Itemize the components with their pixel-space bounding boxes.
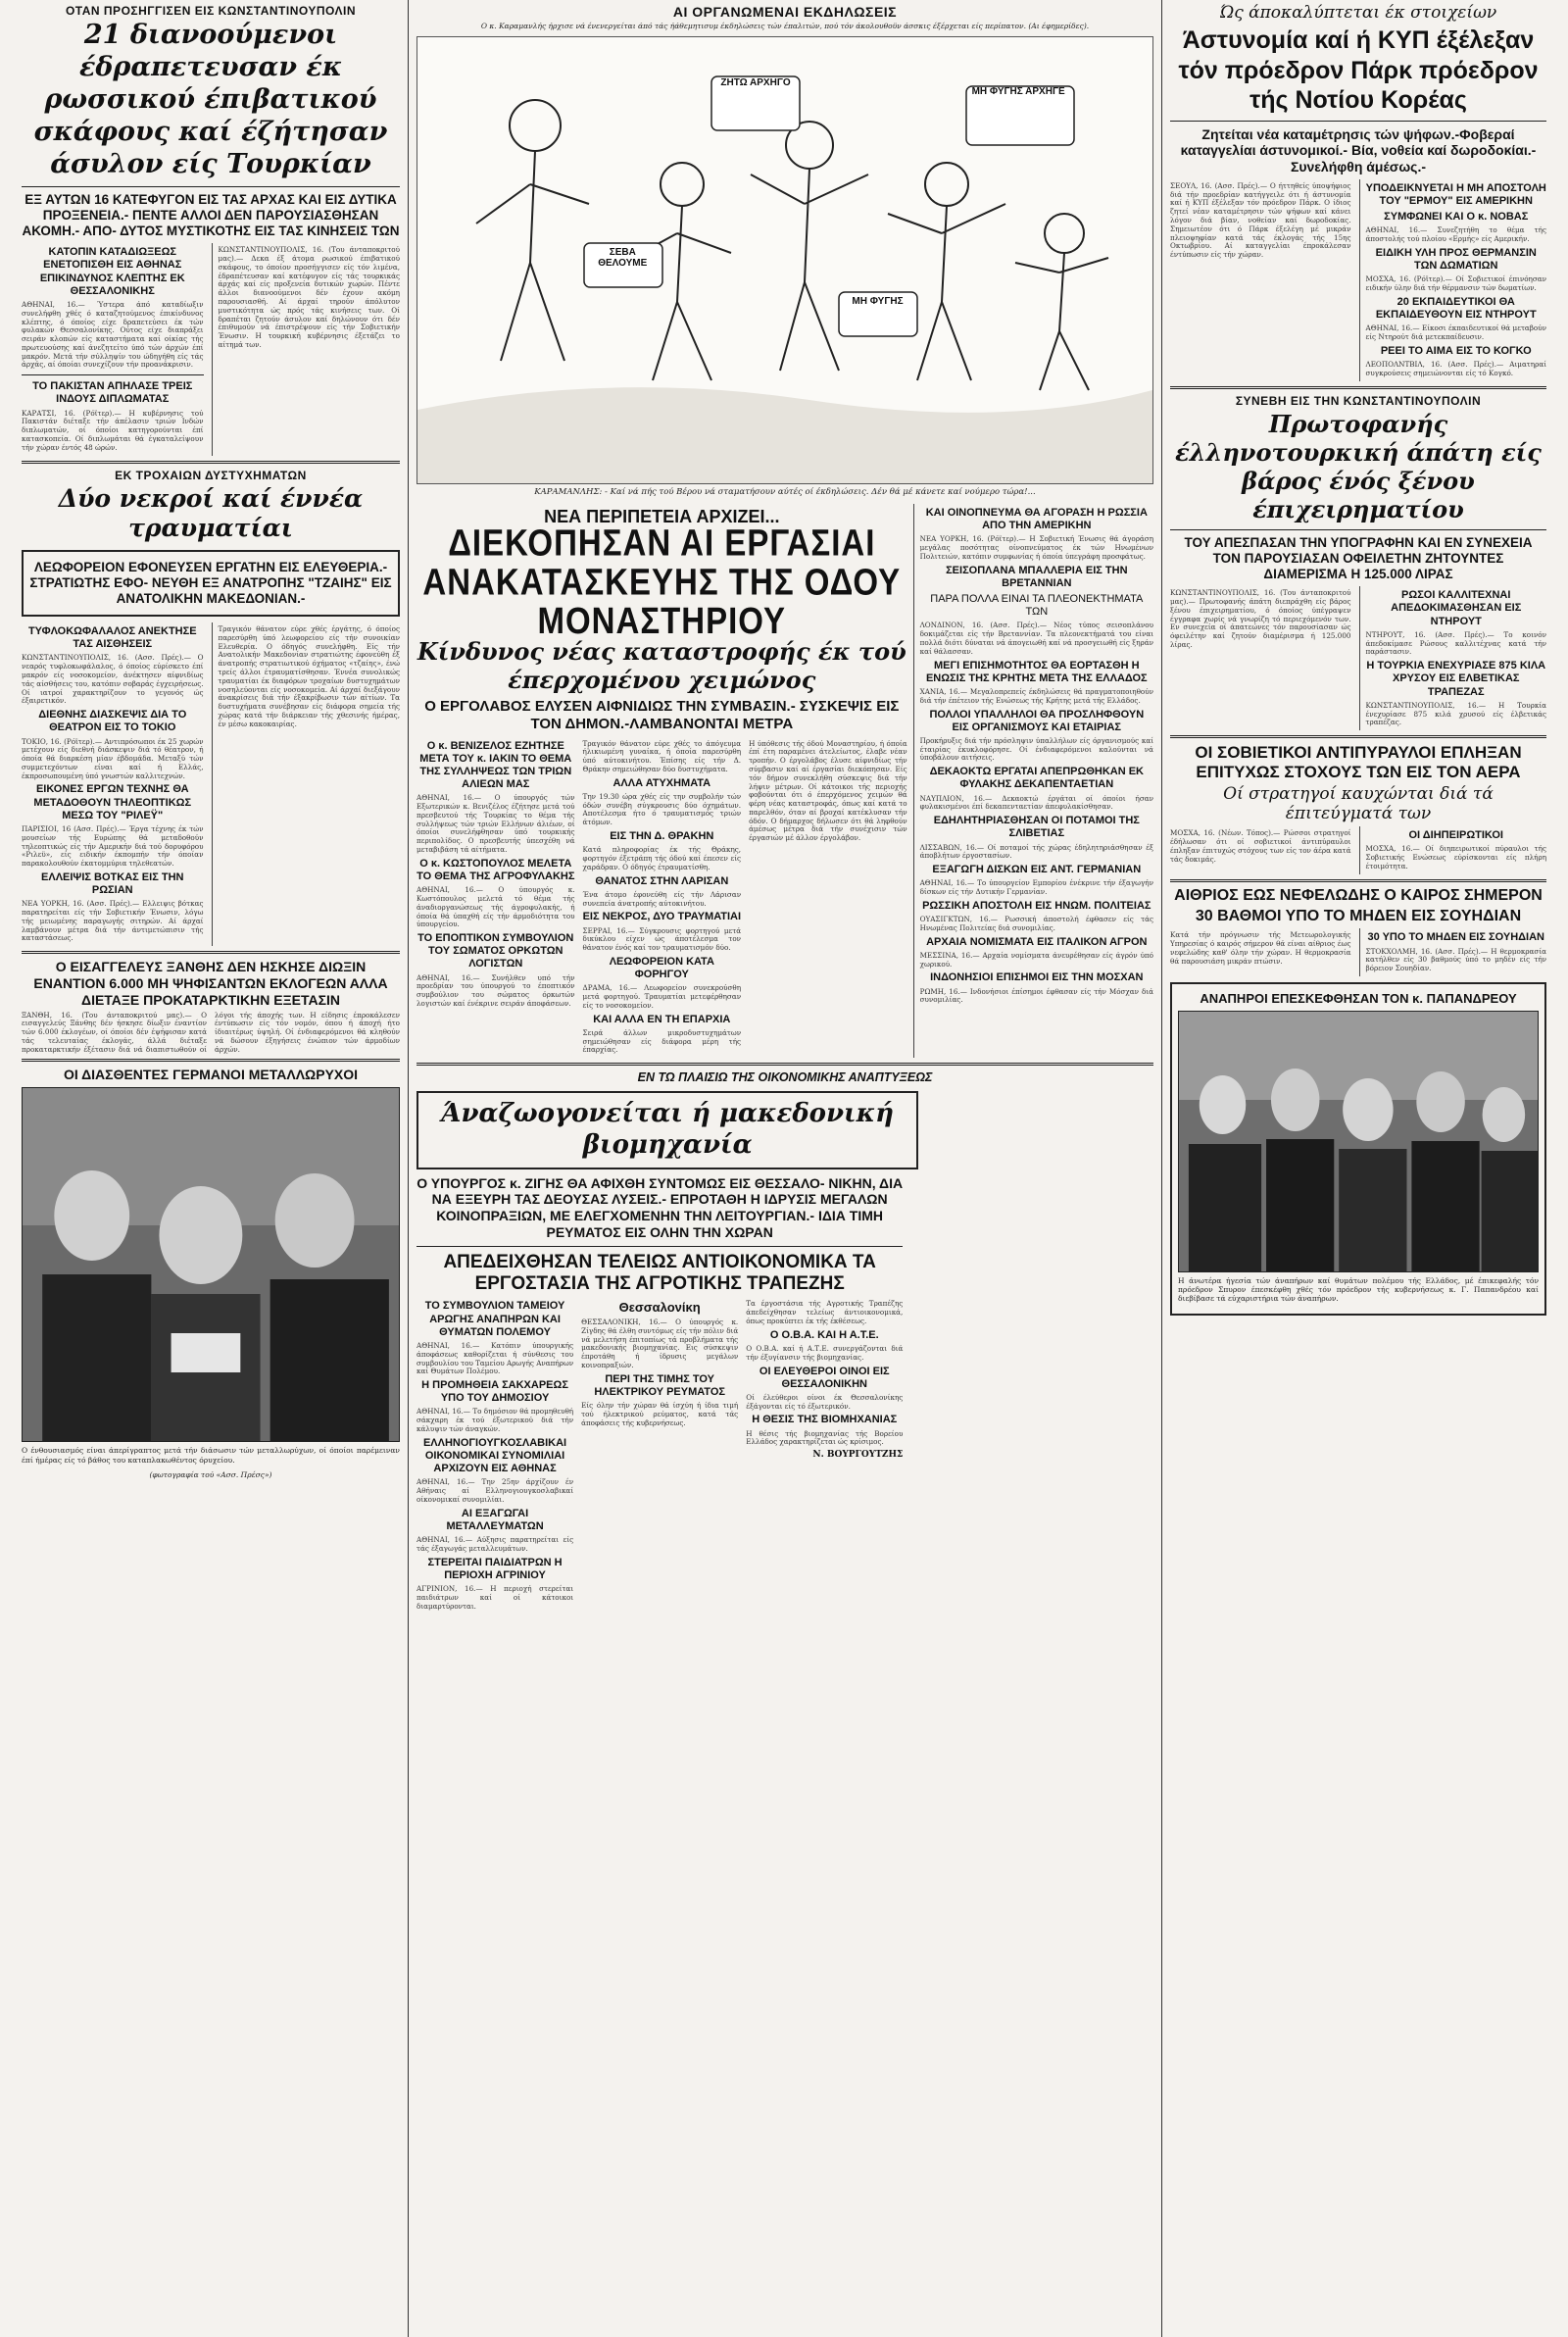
subheadline: ΠΕΡΙ ΤΗΣ ΤΙΜΗΣ ΤΟΥ ΗΛΕΚΤΡΙΚΟΥ ΡΕΥΜΑΤΟΣ — [594, 1372, 725, 1398]
article-body: ΘΕΣΣΑΛΟΝΙΚΗ, 16.— Ο ύπουργός κ. Ζίγδης θά έλθη συντόμως είς τήν πόλιν διά νά μελετήση έπιτοπίως τά προβλήματα τής μακεδονικής βιομηχανίας. Εις σύσκεψιν έπροτάθη ή ίδρυσις μεγάλων κοινοπραξιών. — [581, 1318, 739, 1369]
subheadline: ΥΠΟΔΕΙΚΝΥΕΤΑΙ Η ΜΗ ΑΠΟΣΤΟΛΗ ΤΟΥ "ΕΡΜΟΥ" ΕΙΣ ΑΜΕΡΙΚΗΝ — [1365, 181, 1546, 208]
subheadline: ΣΕΙΣΟΠΛΑΝΑ ΜΠΑΛΛΕΡΙΑ ΕΙΣ ΤΗΝ ΒΡΕΤΑΝΝΙΑΝ — [946, 564, 1128, 589]
article-body: ΑΓΡΙΝΙΟΝ, 16.— Η περιοχή στερείται παιδιάτρων καί οί κάτοικοι διαμαρτύρονται. — [416, 1584, 574, 1611]
subheadline: ΕΙΣ ΤΗΝ Δ. ΘΡΑΚΗΝ — [610, 830, 714, 843]
subheadline: ΟΙ ΔΙΗΠΕΙΡΩΤΙΚΟΙ — [1408, 829, 1503, 842]
article-body: Η θέσις τής βιομηχανίας τής Βορείου Ελλάδος χαρακτηρίζεται ώς κρίσιμος. — [746, 1428, 904, 1447]
subheadline: Η ΤΟΥΡΚΙΑ ΕΝΕΧΥΡΙΑΣΕ 875 ΚΙΛΑ ΧΡΥΣΟΥ ΕΙΣ ΕΛΒΕΤΙΚΑΣ ΤΡΑΠΕΖΑΣ — [1366, 660, 1546, 698]
middle-column — [408, 0, 1162, 2337]
article-body: ΚΩΝΣΤΑΝΤΙΝΟΥΠΟΛΙΣ, 16. (Ασσ. Πρές).— Ο νεαρός τυφλοκωφάλαλος, ό όποίος εύρίσκετο έπί μακρόν είς νοσοκομείον, άνέκτησεν αίφνιδίως τάς αίσθήσεις του, κατόπιν σοβαράς έγχειρήσεως. Οί ιατροί χαρακτηρίζουν το γεγονός ώς έξαιρετικόν. — [22, 653, 204, 706]
speech-bubble: ΣΕΒΑ ΘΕΛΟΥΜΕ — [598, 247, 648, 270]
weather-columns — [1170, 928, 1546, 976]
monastiriou-story — [416, 504, 907, 1058]
article-body: ΛΟΝΔΙΝΟΝ, 16. (Ασσ. Πρές).— Νέος τύπος σεισοπλάνου δοκιμάζεται είς τήν Βρεταννίαν. Τα πλεονεκτήματά του είναι πολλά διότι δύναται νά άπογειωθή καί νά προσγειωθή είς ξηράν καί θάλασσαν. — [919, 621, 1153, 656]
subheadline: ΕΛΛΗΝΟΓΙΟΥΓΚΟΣΛΑΒΙΚΑΙ ΟΙΚΟΝΟΜΙΚΑΙ ΣΥΝΟΜΙΛΙΑΙ ΑΡΧΙΖΟΥΝ ΕΙΣ ΑΘΗΝΑΣ — [422, 1436, 567, 1475]
subheadline: ΡΩΣΣΙΚΗ ΑΠΟΣΤΟΛΗ ΕΙΣ ΗΝΩΜ. ΠΟΛΙΤΕΙΑΣ — [922, 899, 1152, 912]
headline-soviet: ΟΙ ΣΟΒΙΕΤΙΚΟΙ ΑΝΤΙΠΥΡΑΥΛΟΙ ΕΠΛΗΞΑΝ ΕΠΙΤΥΧΩΣ ΣΤΟΧΟΥΣ ΤΩΝ ΕΙΣ ΤΟΝ ΑΕΡΑ — [1195, 743, 1522, 781]
subheadline: ΤΟ ΠΑΚΙΣΤΑΝ ΑΠΗΛΑΣΕ ΤΡΕΙΣ ΙΝΔΟΥΣ ΔΙΠΛΩΜΑΤΑΣ — [32, 380, 193, 406]
article-body: ΠΑΡΙΣΙΟΙ, 16 (Ασσ. Πρές).— Έργα τέχνης έκ τών μουσείων τής Ευρώπης θά μεταδοθούν τηλεοπτικώς είς τήν Αμερικήν διά τού δορυφόρου «Ριλεϋ», είς ειδικήν έκπομπήν τήν όποίαν παρακολουθούν έκατομμύρια τηλεθεατών. — [22, 824, 204, 869]
subheadline: ΕΔΗΛΗΤΗΡΙΑΣΘΗΣΑΝ ΟΙ ΠΟΤΑΜΟΙ ΤΗΣ ΣΛΙΒΕΤΙΑΣ — [933, 815, 1140, 840]
subheadline: ΡΩΣΟΙ ΚΑΛΛΙΤΕΧΝΑΙ ΑΠΕΔΟΚΙΜΑΣΘΗΣΑΝ ΕΙΣ ΝΤΗΡΟΥΤ — [1391, 589, 1522, 627]
article-body: ΣΕΡΡΑΙ, 16.— Σύγκρουσις φορτηγού μετά δικύκλου είχεν ώς άποτέλεσμα τον θάνατον ένός καί τον τραυματισμόν δύο. — [582, 925, 742, 953]
deck-soviet: Οί στρατηγοί καυχώνται διά τά έπιτεύγματά των — [1223, 784, 1494, 824]
article-body: ΚΩΝΣΤΑΝΤΙΝΟΥΠΟΛΙΣ, 16.— Η Τουρκία ένεχυρίασε 875 κιλά χρυσού είς έλβετικάς τραπέζας. — [1365, 700, 1546, 727]
article-body: Οί έλεύθεροι οίνοι έκ Θεσσαλονίκης έξάγονται είς τό έξωτερικόν. — [746, 1392, 904, 1411]
article-body: Ένα άτομο έφονεύθη είς τήν Λάρισαν συνεπεία άνατροπής αύτοκινήτου. — [582, 889, 742, 908]
deck-defectors: ΕΞ ΑΥΤΩΝ 16 ΚΑΤΕΦΥΓΟΝ ΕΙΣ ΤΑΣ ΑΡΧΑΣ ΚΑΙ ΕΙΣ ΔΥΤΙΚΑ ΠΡΟΞΕΝΕΙΑ.- ΠΕΝΤΕ ΑΛΛΟΙ ΔΕΝ ΠΑΡΟΥΣΙΑΣΘΗΣΑΝ ΑΚΟΜΗ.- ΑΠΟ- ΔΥΤΟΣ ΜΥΣΤΙΚΟΤΗΣ ΕΙΣ ΤΑΣ ΚΙΝΗΣΕΙΣ ΤΩΝ — [22, 191, 400, 239]
deck-fraud: ΤΟΥ ΑΠΕΣΠΑΣΑΝ ΤΗΝ ΥΠΟΓΡΑΦΗΝ ΚΑΙ ΕΝ ΣΥΝΕΧΕΙΑ ΤΟΝ ΠΑΡΟΥΣΙΑΣΑΝ ΟΦΕΙΛΕΤΗΝ ΖΗΤΟΥΝΤΕΣ ΔΙΑΜΕΡΙΣΜΑ Η 125.000 ΛΙΡΑΣ — [1184, 534, 1533, 582]
headline-accidents: Δύο νεκροί καί έννέα τραυματίαι — [58, 483, 364, 543]
article-body: ΡΩΜΗ, 16.— Ινδονήσιοι έπίσημοι έφθασαν είς τήν Μόσχαν διά συνομιλίας. — [919, 986, 1153, 1005]
kicker: ΝΕΑ ΠΕΡΙΠΕΤΕΙΑ ΑΡΧΙΖΕΙ... — [544, 507, 780, 526]
kicker: ΕΝ ΤΩ ΠΛΑΙΣΙΩ ΤΗΣ ΟΙΚΟΝΟΜΙΚΗΣ ΑΝΑΠΤΥΞΕΩΣ — [637, 1070, 933, 1085]
photo-credit: (φωτογραφία τού «Ασσ. Πρέσς») — [149, 1470, 272, 1480]
article-body: ΑΘΗΝΑΙ, 16.— Το δημόσιον θά προμηθευθή σάκχαρη έκ τού έξωτερικού διά τήν κάλυψιν τών άναγκών. — [416, 1407, 574, 1434]
subheadline: Ο κ. ΒΕΝΙΖΕΛΟΣ ΕΖΗΤΗΣΕ ΜΕΤΑ ΤΟΥ κ. ΙΑΚΙΝ ΤΟ ΘΕΜΑ ΤΗΣ ΣΥΛΛΗΨΕΩΣ ΤΩΝ ΤΡΙΩΝ ΑΛΙΕΩΝ ΜΑΣ — [419, 739, 572, 791]
subheadline: ΕΙΔΙΚΗ ΥΛΗ ΠΡΟΣ ΘΕΡΜΑΝΣΙΝ ΤΩΝ ΔΩΜΑΤΙΩΝ — [1375, 247, 1537, 273]
divider — [22, 951, 400, 954]
article-body: ΣΤΟΚΧΟΛΜΗ, 16. (Ασσ. Πρές).— Η θερμοκρασία κατήλθεν είς 30 βαθμούς ύπό το μηδέν είς τήν βόρειον Σουηδίαν. — [1365, 946, 1546, 973]
article-body: ΜΟΣΧΑ, 16. (Ρόϊτερ).— Οί Σοβιετικοί έπινόησαν ειδικήν ύλην διά τήν θέρμανσιν τών δωματίων. — [1365, 274, 1546, 293]
subheadline: ΛΕΩΦΟΡΕΙΟΝ ΚΑΤΑ ΦΟΡΗΓΟΥ — [609, 955, 714, 981]
article-body: ΑΘΗΝΑΙ, 16.— Συνήλθεν υπό τήν προεδρίαν του ύπουργού το έποπτικόν συμβούλιον του σώματος όρκωτών λογιστών καί ένέκρινε σειράν άποφάσεων. — [416, 972, 575, 1009]
subheadline: ΣΤΕΡΕΙΤΑΙ ΠΑΙΔΙΑΤΡΩΝ Η ΠΕΡΙΟΧΗ ΑΓΡΙΝΙΟΥ — [427, 1556, 563, 1581]
speech-bubble: ΖΗΤΩ ΑΡΧΗΓΟ — [720, 77, 791, 89]
article-body: ΟΥΑΣΙΓΚΤΩΝ, 16.— Ρωσσική άποστολή έφθασεν είς τάς Ηνωμένας Πολιτείας διά συνομιλίας. — [919, 915, 1153, 932]
kicker: ΑΙ ΟΡΓΑΝΩΜΕΝΑΙ ΕΚΔΗΛΩΣΕΙΣ — [672, 4, 898, 20]
divider — [22, 374, 204, 375]
article-body: ΜΕΣΣΙΝΑ, 16.— Αρχαία νομίσματα άνευρέθησαν είς άγρόν ύπό χωρικού. — [919, 950, 1153, 969]
article-accidents — [22, 622, 400, 946]
subheadline: ΑΡΧΑΙΑ ΝΟΜΙΣΜΑΤΑ ΕΙΣ ΙΤΑΛΙΚΟΝ ΑΓΡΟΝ — [926, 935, 1148, 948]
photo-miners — [22, 1087, 400, 1442]
korea-columns — [1170, 179, 1546, 381]
divider — [22, 461, 400, 464]
article-body: Την 19.30 ώρα χθές είς την συμβολήν τών όδών συνέβη σύγκρουσις δύο όχημάτων. Αποτέλεσμα ήτο ό τραυματισμός τριών άτόμων. — [582, 791, 742, 827]
subheadline: 30 ΥΠΟ ΤΟ ΜΗΔΕΝ ΕΙΣ ΣΟΥΗΔΙΑΝ — [1367, 931, 1544, 944]
divider — [1170, 386, 1546, 389]
byline: Ν. ΒΟΥΡΓΟΥΤΖΗΣ — [812, 1450, 904, 1461]
headline-prosecutor: Ο ΕΙΣΑΓΓΕΛΕΥΣ ΞΑΝΘΗΣ ΔΕΝ ΗΣΚΗΣΕ ΔΙΩΞΙΝ ΕΝΑΝΤΙΟΝ 6.000 ΜΗ ΨΗΦΙΣΑΝΤΩΝ ΕΚΛΟΓΕΩΝ ΑΛΛΑ ΔΙΕΤΑΞΕ ΠΡΟΚΑΤΑΡΚΤΙΚΗΝ ΕΞΕΤΑΣΙΝ — [33, 959, 388, 1008]
article-body: ΝΤΗΡΟΥΤ, 16. (Ασσ. Πρές).— Το κοινόν άπεδοκίμασε Ρώσους καλλιτέχνας κατά τήν παράστασιν. — [1365, 629, 1546, 657]
monastiriou-columns — [416, 737, 907, 1059]
article-body: ΑΘΗΝΑΙ, 16.— Το ύπουργείον Εμπορίου ένέκρινε τήν έξαγωγήν δίσκων είς τήν Δυτικήν Γερμανίαν. — [919, 878, 1153, 897]
headline-industry: Άναζωογονείται ή μακεδονική βιομηχανία — [441, 1099, 895, 1160]
article-body: ΑΘΗΝΑΙ, 16.— Αύξησις παρατηρείται είς τάς έξαγωγάς μεταλλευμάτων. — [416, 1535, 574, 1553]
article-body: ΣΕΟΥΛ, 16. (Ασσ. Πρές).— Ο ήττηθείς ύποψήφιος διά τήν προεδρίαν κατήγγειλε ότι ή άστυνομία καί ή ΚΥΠ έξέλεξαν τόν πρόεδρον Πάρκ. Ο ίδιος ζητεί νέαν καταμέτρησιν τών ψήφων καί κάνει λόγον διά βίαν, νοθείαν καί δωροδοκίας. Σημειωτέον ότι ό Πάρκ έξελέγη μέ μικράν πλειοψηφίαν κατά τάς έκλογάς τής 15ης Οκτωβρίου. Αί καταγγελίαι έπροκάλεσαν έντύπωσιν είς τήν χώραν. — [1170, 180, 1351, 260]
article-body: ΛΙΣΣΑΒΩΝ, 16.— Οί ποταμοί τής χώρας έδηλητηριάσθησαν έξ άποβλήτων έργοστασίων. — [919, 842, 1153, 861]
subheadline: ΟΙ ΕΛΕΥΘΕΡΟΙ ΟΙΝΟΙ ΕΙΣ ΘΕΣΣΑΛΟΝΙΚΗΝ — [759, 1365, 890, 1390]
right-column — [1162, 0, 1554, 2337]
deck-industry: Ο ΥΠΟΥΡΓΟΣ κ. ΖΙΓΗΣ ΘΑ ΑΦΙΧΘΗ ΣΥΝΤΟΜΩΣ ΕΙΣ ΘΕΣΣΑΛΟ- ΝΙΚΗΝ, ΔΙΑ ΝΑ ΕΞΕΥΡΗ ΤΑΣ ΔΕΟΥΣΑΣ ΛΥΣΕΙΣ.- ΕΠΡΟΤΑΘΗ Η ΙΔΡΥΣΙΣ ΜΕΓΑΛΩΝ ΚΟΙΝΟΠΡΑΞΙΩΝ, ΜΕ ΕΛΕΓΧΟΜΕΝΗΝ ΤΗΝ ΛΕΙΤΟΥΡΓΙΑΝ.- ΙΔΙΑ ΤΙΜΗ ΡΕΥΜΑΤΟΣ ΕΙΣ ΟΛΗΝ ΤΗΝ ΧΩΡΑΝ — [416, 1174, 904, 1240]
article-body: Τα έργοστάσια τής Αγροτικής Τραπέζης άπεδείχθησαν τελείως άντιοικονομικά, όπως προκύπτει έκ τής έκθέσεως. — [746, 1299, 904, 1325]
article-defectors — [22, 243, 400, 455]
divider — [416, 1246, 903, 1247]
mid-right-briefs — [913, 504, 1153, 1058]
kicker: Ώς άποκαλύπτεται έκ στοιχείων — [1219, 3, 1497, 23]
article-body: ΔΡΑΜΑ, 16.— Λεωφορείον συνεκρούσθη μετά φορτηγού. Τραυματίαι μετεφέρθησαν είς το νοσοκομείον. — [582, 983, 742, 1010]
article-body: ΝΑΥΠΛΙΟΝ, 16.— Δεκαοκτώ έργάται οί όποίοι ήσαν φυλακισμένοι έπί δεκαπενταετίαν άπεφυλακίσθησαν. — [919, 793, 1153, 812]
photo-image — [1179, 1012, 1538, 1271]
subheadline: ΑΛΛΑ ΑΤΥΧΗΜΑΤΑ — [612, 776, 711, 789]
photo-invalids — [1178, 1011, 1539, 1272]
article-body: ΑΘΗΝΑΙ, 16.— Την 25ην άρχίζουν έν Αθήναις αί Ελληνογιουγκοσλαβικαί οίκονομικαί συνομιλίαι. — [416, 1477, 574, 1504]
article-body: ΑΘΗΝΑΙ, 16.— Είκοσι έκπαιδευτικοί θά μεταβούν είς Ντηρούτ διά μετεκπαίδευσιν. — [1365, 323, 1546, 342]
deck-accidents: ΛΕΩΦΟΡΕΙΟΝ ΕΦΟΝΕΥΣΕΝ ΕΡΓΑΤΗΝ ΕΙΣ ΕΛΕΥΘΕΡΙΑ.- ΣΤΡΑΤΙΩΤΗΣ ΕΦΟ- ΝΕΥΘΗ ΕΞ ΑΝΑΤΡΟΠΗΣ "ΤΖΑΙΗΣ" ΕΙΣ ΑΝΑΤΟΛΙΚΗΝ ΜΑΚΕΔΟΝΙΑΝ.- — [29, 559, 392, 606]
article-body: Κατά πληροφορίας έκ τής Θράκης, φορτηγόν έξετράπη τής όδού καί έπεσεν είς χαράδραν. Ο όδηγός έτραυματίσθη. — [582, 845, 742, 871]
soviet-columns — [1170, 826, 1546, 874]
subheadline: ΤΥΦΛΟΚΩΦΑΛΑΛΟΣ ΑΝΕΚΤΗΣΕ ΤΑΣ ΑΙΣΘΗΣΕΙΣ — [27, 625, 197, 651]
boxed-deck — [22, 550, 400, 618]
article-body: ΛΕΟΠΟΛΝΤΒΙΛ, 16. (Ασσ. Πρές).— Αιματηραί συγκρούσεις σημειώνονται είς τό Κογκό. — [1365, 360, 1546, 377]
article-body: ΚΩΝΣΤΑΝΤΙΝΟΥΠΟΛΙΣ, 16. (Του άνταποκριτού μας).— Πρωτοφανής άπάτη διεπράχθη είς βάρος ξένου έπιχειρηματίου, ό όποίος ύπέγραψεν έγγραφα χωρίς νά γνωρίζη τό περιεχόμενόν των. Εν συνεχεία οί άπατεώνες τόν παρουσίασαν ώς όφειλέτην καί ζητούν διαμέρισμα ή 125.000 λίρας. — [1170, 588, 1351, 649]
article-body: ΝΕΑ ΥΟΡΚΗ, 16. (Ασσ. Πρές).— Ελλειψις βότκας παρατηρείται είς τήν Σοβιετικήν Ένωσιν, λόγω τής μειωμένης παραγωγής σιτηρών. Αί άρχαί λαμβάνουν μέτρα διά τήν άντιμετώπισιν τής καταστάσεως. — [22, 899, 204, 943]
divider — [416, 1063, 1153, 1066]
article-body: Τραγικόν θάνατον εύρε χθές το άπόγευμα ήλικιωμένη γυναίκα, ή όποία παρεσύρθη ύπό αύτοκινήτου. Έπίσης είς τήν Δ. Θράκην σημειώθησαν δύο δυστυχήματα. — [582, 738, 742, 773]
subheadline: ΚΑΙ ΟΙΝΟΠΝΕΥΜΑ ΘΑ ΑΓΟΡΑΣΗ Η ΡΩΣΣΙΑ ΑΠΟ ΤΗΝ ΑΜΕΡΙΚΗΝ — [925, 507, 1148, 532]
headline-weather: ΑΙΘΡΙΟΣ ΕΩΣ ΝΕΦΕΛΩΔΗΣ Ο ΚΑΙΡΟΣ ΣΗΜΕΡΟΝ — [1174, 886, 1543, 904]
article-body: ΤΟΚΙΟ, 16. (Ρόϊτερ).— Αντιπρόσωποι έκ 25 χωρών μετέχουν είς διεθνή διάσκεψιν διά τό θέατρον, ή όποία θά διαρκέση μίαν έβδομάδα. Μεταξύ τών συμμετεχόντων είναι καί ή Ελλάς, έκπροσωπουμένη ύπό γνωστών καλλιτεχνών. — [22, 736, 204, 780]
subheadline: ΘΑΝΑΤΟΣ ΣΤΗΝ ΛΑΡΙΣΑΝ — [595, 874, 729, 887]
subheadline: Ο κ. ΚΩΣΤΟΠΟΥΛΟΣ ΜΕΛΕΤΑ ΤΟ ΘΕΜΑ ΤΗΣ ΑΓΡΟΦΥΛΑΚΗΣ — [416, 857, 575, 883]
subheadline: ΚΑΤΟΠΙΝ ΚΑΤΑΔΙΩΞΕΩΣ ΕΝΕΤΟΠΙΣΘΗ ΕΙΣ ΑΘΗΝΑΣ ΕΠΙΚΙΝΔΥΝΟΣ ΚΛΕΠΤΗΣ ΕΚ ΘΕΣΣΑΛΟΝΙΚΗΣ — [39, 246, 185, 297]
article-body: ΜΟΣΧΑ, 16. (Νέων. Τόπος).— Ρώσσοι στρατηγοί έδήλωσαν ότι οί σοβιετικοί άντιπύραυλοι έπληξαν έπιτυχώς στόχους των είς τον άέρα κατά τάς δοκιμάς. — [1170, 828, 1351, 864]
headline-miners: ΟΙ ΔΙΑΣΘΕΝΤΕΣ ΓΕΡΜΑΝΟΙ ΜΕΤΑΛΛΩΡΥΧΟΙ — [63, 1067, 359, 1083]
divider — [1170, 121, 1546, 122]
subheadline: Η ΘΕΣΙΣ ΤΗΣ ΒΙΟΜΗΧΑΝΙΑΣ — [752, 1414, 898, 1426]
article-body: ΑΘΗΝΑΙ, 16.— Ο ύπουργός κ. Κωστόπουλος μελετά τό θέμα τής άναδιοργανώσεως τής άγροφυλακής, ή όποία θά ύπαχθή είς τήν άρμοδιότητα του ύπουργείου. — [416, 885, 575, 929]
divider — [1170, 529, 1546, 530]
article-body: Προκήρυξις διά τήν πρόσληψιν ύπαλλήλων είς όργανισμούς καί έταιρίας έκυκλοφόρησε. Οί ένδιαφερόμενοι καλούνται νά ύποβάλουν αιτήσεις. — [919, 735, 1153, 763]
subheadline: ΤΟ ΕΠΟΠΤΙΚΟΝ ΣΥΜΒΟΥΛΙΟΝ ΤΟΥ ΣΩΜΑΤΟΣ ΟΡΚΩΤΩΝ ΛΟΓΙΣΤΩΝ — [417, 932, 574, 970]
kicker: ΟΤΑΝ ΠΡΟΣΗΓΓΙΣΕΝ ΕΙΣ ΚΩΝΣΤΑΝΤΙΝΟΥΠΟΛΙΝ — [65, 4, 357, 18]
photo-caption: Ο ένθουσιασμός είναι άπερίγραπτος μετά τήν διάσωσιν τών μεταλλωρύχων, οί όποίοι παρέμειναν έπί ήμέρας είς τό βάθος του καταπλακωθέντος όρυχείου. — [22, 1446, 400, 1465]
article-body: ΞΑΝΘΗ, 16. (Του άνταποκριτού μας).— Ο εισαγγελεύς Ξάνθης δέν ήσκησε δίωξιν έναντίον τών 6.000 έκλογέων, οί όποίοι δέν έψήφισαν κατά τάς τελευταίας έκλογάς, άλλά διέταξε προκαταρκτικήν έξέτασιν διά νά διαπιστωθούν οί λόγοι τής άποχής των. Η είδησις έπροκάλεσεν έντύπωσιν είς τόν νομόν, όπου ή άποχή ήτο ίδιαιτέρως ύψηλή. Οί ένδιαφερόμενοι θά κληθούν νά δώσουν έξηγήσεις ένώπιον τών άρμοδίων άρχών. — [22, 1010, 400, 1054]
article-body: ΚΑΡΑΤΣΙ, 16. (Ρόϊτερ).— Η κυβέρνησις τού Πακιστάν διέταξε τήν άπέλασιν τριών Ινδών διπλωματών, οί όποίοι κατηγορούνται έπί κατασκοπεία. Οί διπλωμάται θά έγκαταλείψουν τήν χώραν έντός 48 ώρών. — [22, 408, 204, 452]
subheadline: ΤΟ ΣΥΜΒΟΥΛΙΟΝ ΤΑΜΕΙΟΥ ΑΡΩΓΗΣ ΑΝΑΠΗΡΩΝ ΚΑΙ ΘΥΜΑΤΩΝ ΠΟΛΕΜΟΥ — [424, 1300, 565, 1338]
speech-bubble: ΜΗ ΦΥΓΗΣ — [852, 296, 904, 308]
subheadline: Η ΠΡΟΜΗΘΕΙΑ ΣΑΚΧΑΡΕΩΣ ΥΠΟ ΤΟΥ ΔΗΜΟΣΙΟΥ — [421, 1379, 568, 1405]
subheadline: ΔΙΕΘΝΗΣ ΔΙΑΣΚΕΨΙΣ ΔΙΑ ΤΟ ΘΕΑΤΡΟΝ ΕΙΣ ΤΟ ΤΟΚΙΟ — [38, 709, 187, 734]
headline-defectors: 21 διανοούμενοι έδραπετευσαν έκ ρωσσικού έπιβατικού σκάφους καί έζήτησαν άσυλον είς Τουρκίαν — [33, 20, 388, 179]
divider — [22, 1059, 400, 1062]
political-cartoon — [416, 36, 1153, 484]
headline-sweden: 30 ΒΑΘΜΟΙ ΥΠΟ ΤΟ ΜΗΔΕΝ ΕΙΣ ΣΟΥΗΔΙΑΝ — [1195, 908, 1522, 925]
subheadline: ΔΕΚΑΟΚΤΩ ΕΡΓΑΤΑΙ ΑΠΕΠΡΩΘΗΚΑΝ ΕΚ ΦΥΛΑΚΗΣ ΔΕΚΑΠΕΝΤΑΕΤΙΑΝ — [929, 766, 1144, 791]
headline-fraud: Πρωτοφανής έλληνοτουρκική άπάτη είς βάρος ένός ξένου έπιχειρηματίου — [1175, 409, 1542, 524]
article-body: ΧΑΝΙΑ, 16.— Μεγαλοπρεπείς έκδηλώσεις θά πραγματοποιηθούν διά τήν έπέτειον τής Ενώσεως τής Κρήτης μετά τής Ελλάδος. — [919, 686, 1153, 705]
boxed-photo — [1170, 982, 1546, 1316]
article-body: ΑΘΗΝΑΙ, 16.— Ύστερα άπό καταδίωξιν συνελήφθη χθές ό καταζητούμενος έπικίνδυνος κλέπτης, ό όποίος είχε δραπετεύσει έκ τών φυλακών Θεσσαλονίκης. Ούτος είχε διαπράξει σειράν κλοπών είς καταστήματα καί οίκίας τής πρωτευούσης καί άνεζητείτο ύπό τών άρχών έπί μακρόν. Μετά τήν σύλληψίν του ώδηγήθη είς τάς άρχάς, αί όποίαι συνεχίζουν τήν προανάκρισιν. — [22, 300, 204, 370]
cartoon-intro: Ο κ. Καραμανλής ήρχισε νά ένενεργείται άπό τάς ήάθεμητισυμ έκδηλώσεις τών έπαλιτών, πού τόν άκολουθοϋν άσσκις έξέρχεται είς περίπατον. (Αι έφημερίδες). — [480, 22, 1090, 30]
cartoon-caption: ΚΑΡΑΜΑΝΛΗΣ: - Καί νά πής τού Βέρου νά σταματήσουν αύτές οί έκδηλώσεις. Δέν θά μέ κάνετε καί νούμερο τώρα!... — [534, 487, 1036, 498]
divider — [22, 186, 400, 187]
fraud-columns — [1170, 586, 1546, 730]
subheadline-italic: Κίνδυνος νέας καταστροφής έκ τού έπερχομένου χειμώνος — [416, 636, 906, 694]
article-body: Σειρά άλλων μικροδυστυχημάτων σημειώθησαν είς διάφορα μέρη τής έπαρχίας. — [582, 1027, 742, 1055]
article-body: Ο Ο.Β.Α. καί ή Α.Τ.Ε. συνεργάζονται διά τήν έξυγίανσιν τής βιομηχανίας. — [746, 1343, 904, 1362]
article-body: ΝΕΑ ΥΟΡΚΗ, 16. (Ρόϊτερ).— Η Σοβιετική Ένωσις θά άγοράση μεγάλας ποσότητας οίνοπνεύματος έκ τών Ηνωμένων Πολιτειών, κατόπιν συμφωνίας ή όποία ύπεγράφη προσφάτως. — [919, 534, 1153, 561]
subheadline: ΕΙΚΟΝΕΣ ΕΡΓΩΝ ΤΕΧΝΗΣ ΘΑ ΜΕΤΑΔΟΘΟΥΝ ΤΗΛΕΟΠΤΙΚΩΣ ΜΕΣΩ ΤΟΥ "ΡΙΛΕΫ" — [33, 783, 192, 821]
deck-korea: Ζητείται νέα καταμέτρησις τών ψήφων.-Φοβεραί καταγγελίαι άστυνομικοί.- Βία, νοθεία καί δωροδοκίαι.-Συνελήφθη άμέσως.- — [1180, 125, 1537, 175]
subheadline: ΡΕΕΙ ΤΟ ΑΙΜΑ ΕΙΣ ΤΟ ΚΟΓΚΟ — [1380, 344, 1532, 357]
subheadline: ΙΝΔΟΝΗΣΙΟΙ ΕΠΙΣΗΜΟΙ ΕΙΣ ΤΗΝ ΜΟΣΧΑΝ — [930, 971, 1144, 984]
article-body: ΑΘΗΝΑΙ, 16.— Κατόπιν ύπουργικής άποφάσεως καθορίζεται ή σύνθεσις του συμβουλίου του Ταμείου Αρωγής Αναπήρων καί Θυμάτων Πολέμου. — [416, 1340, 574, 1376]
subheadline: ΕΙΣ ΝΕΚΡΟΣ, ΔΥΟ ΤΡΑΥΜΑΤΙΑΙ — [582, 911, 741, 923]
cartoon-drawing — [417, 37, 1152, 483]
headline-agro-bank: ΑΠΕΔΕΙΧΘΗΣΑΝ ΤΕΛΕΙΩΣ ΑΝΤΙΟΙΚΟΝΟΜΙΚΑ ΤΑ ΕΡΓΟΣΤΑΣΙΑ ΤΗΣ ΑΓΡΟΤΙΚΗΣ ΤΡΑΠΕΖΗΣ — [443, 1251, 876, 1294]
photo-headline: ΑΝΑΠΗΡΟΙ ΕΠΕΣΚΕΦΘΗΣΑΝ ΤΟΝ κ. ΠΑΠΑΝΔΡΕΟΥ — [1200, 991, 1517, 1007]
subheadline: ΑΙ ΕΞΑΓΩΓΑΙ ΜΕΤΑΛΛΕΥΜΑΤΩΝ — [446, 1507, 544, 1532]
headline-korea: Άστυνομία καί ή ΚΥΠ έξέλεξαν τόν πρόεδρον Πάρκ πρόεδρον τής Νοτίου Κορέας — [1178, 26, 1539, 114]
boxed-industry — [416, 1091, 918, 1168]
subheadline: 20 ΕΚΠΑΙΔΕΥΤΙΚΟΙ ΘΑ ΕΚΠΑΙΔΕΥΘΟΥΝ ΕΙΣ ΝΤΗΡΟΥΤ — [1375, 295, 1537, 322]
subheadline: ΜΕΓΙ ΕΠΙΣΗΜΟΤΗΤΟΣ ΘΑ ΕΟΡΤΑΣΘΗ Η ΕΝΩΣΙΣ ΤΗΣ ΚΡΗΤΗΣ ΜΕΤΑ ΤΗΣ ΕΛΛΑΔΟΣ — [925, 659, 1148, 684]
kicker: ΕΚ ΤΡΟΧΑΙΩΝ ΔΥΣΤΥΧΗΜΑΤΩΝ — [115, 468, 307, 482]
deck-monastiriou: Ο ΕΡΓΟΛΑΒΟΣ ΕΛΥΣΕΝ ΑΙΦΝΙΔΙΩΣ ΤΗΝ ΣΥΜΒΑΣΙΝ.- ΣΥΣΚΕΨΙΣ ΕΙΣ ΤΟΝ ΔΗΜΟΝ.-ΛΑΜΒΑΝΟΝΤΑΙ ΜΕΤΡΑ — [424, 697, 900, 732]
divider — [1170, 879, 1546, 882]
subheadline: Ο Ο.Β.Α. ΚΑΙ Η Α.Τ.Ε. — [769, 1328, 879, 1341]
subheadline: Θεσσαλονίκη — [618, 1300, 701, 1316]
subheadline: ΠΟΛΛΟΙ ΥΠΑΛΛΗΛΟΙ ΘΑ ΠΡΟΣΛΗΦΘΟΥΝ ΕΙΣ ΟΡΓΑΝΙΣΜΟΥΣ ΚΑΙ ΕΤΑΙΡΙΑΣ — [929, 708, 1145, 733]
subheadline: ΣΥΜΦΩΝΕΙ ΚΑΙ Ο κ. ΝΟΒΑΣ — [1384, 211, 1529, 224]
subheadline: ΠΑΡΑ ΠΟΛΛΑ ΕΙΝΑΙ ΤΑ ΠΛΕΟΝΕΚΤΗΜΑΤΑ ΤΩΝ — [930, 593, 1144, 619]
subheadline: ΕΛΛΕΙΨΙΣ ΒΟΤΚΑΣ ΕΙΣ ΤΗΝ ΡΩΣΙΑΝ — [41, 870, 184, 897]
article-body: ΑΘΗΝΑΙ, 16.— Συνεζητήθη το θέμα τής άποστολής τού πλοίου «Ερμής» είς Αμερικήν. — [1365, 225, 1546, 244]
left-column — [14, 0, 408, 2337]
subheadline: ΚΑΙ ΑΛΛΑ ΕΝ ΤΗ ΕΠΑΡΧΙΑ — [593, 1013, 731, 1025]
article-body: Κατά τήν πρόγνωσιν τής Μετεωρολογικής Υπηρεσίας ό καιρός σήμερον θά είναι αίθριος έως νεφελώδης καθ' όλην τήν χώραν. Η θερμοκρασία θά παρουσιάση μικράν πτώσιν. — [1170, 930, 1351, 966]
article-body: Η ύπόθεσις τής όδού Μοναστηρίου, ή όποία έπί έτη παραμένει άτελείωτος, έλαβε νέαν τροπήν. Ο έργολάβος έλυσε αίφνιδίως τήν σύμβασιν καί αί έργασίαι διεκόπησαν. Είς τόν δήμον συνεκλήθη σύσκεψις διά τήν λήψιν μέτρων. Οί κάτοικοι τής περιοχής φοβούνται ότι ό έπερχόμενος χειμών θά φέρη νέας καταστροφάς, όπως καί κατά το παρελθόν, όταν αί βροχαί κατέκλυσαν τήν όδόν. Ο δήμαρχος δήλωσεν ότι θά ληφθούν άμέσως μέτρα διά τήν συνέχισιν τών έργασιών μέ άλλον έργολάβον. — [749, 738, 907, 843]
speech-bubble: ΜΗ ΦΥΓΗΣ ΑΡΧΗΓΕ — [971, 86, 1065, 98]
article-body: ΚΩΝΣΤΑΝΤΙΝΟΥΠΟΛΙΣ, 16. (Του άνταποκριτού μας).— Δεκα έξ άτομα ρωσικού έπιβατικού σκάφους, το όποίον προσήγγισεν είς τόν λιμένα, έδραπέτευσαν καί κατέφυγον είς τάς τουρκικάς άρχάς καί είς προξενεία δυτικών χωρών. Πέντε άλλοι διανοούμενοι δέν έχουν ακόμη παρουσιασθή. Αί άρχαί τηρούν άπόλυτον μυστικότητα ώς πρός τάς κινήσεις των. Οί δραπέται ζητούν άσυλον καί δηλώνουν ότι δέν έπιθυμούν νά έπιστρέψουν είς τήν Σοβιετικήν Ένωσιν. Η τουρκική κυβέρνησις έξετάζει το αίτημά των. — [218, 245, 400, 349]
headline-monastiriou: ΔΙΕΚΟΠΗΣΑΝ ΑΙ ΕΡΓΑΣΙΑΙ ΑΝΑΚΑΤΑΣΚΕΥΗΣ ΤΗΣ ΟΔΟΥ ΜΟΝΑΣΤΗΡΙΟΥ — [422, 521, 902, 641]
divider — [1170, 735, 1546, 738]
subheadline: ΕΞΑΓΩΓΗ ΔΙΣΚΩΝ ΕΙΣ ΑΝΤ. ΓΕΡΜΑΝΙΑΝ — [932, 864, 1142, 876]
article-body: Τραγικόν θάνατον εύρε χθές έργάτης, ό όποίος παρεσύρθη ύπό λεωφορείου είς τήν συνοικίαν Ελευθερία. Ο όδηγός συνελήφθη. Είς τήν Ανατολικήν Μακεδονίαν στρατιώτης έφονεύθη έξ άνατροπής στρατιωτικού όχήματος «τζαίης», ένώ τρείς άλλοι έτραυματίσθησαν. Έννέα συνολικώς τραυματίαι έκ διαφόρων τροχαίων δυστυχημάτων νοσηλεύονται είς νοσοκομεία. Αί άρχαί διεξάγουν άνακρίσεις διά τήν έξακρίβωσιν τών αίτίων. Τα δυστυχήματα συνέβησαν είς διάφορα σημεία τής χώρας κατά τήν διάρκειαν τής χθεσινής ήμέρας, έν μέσω κακοκαιρίας. — [218, 624, 400, 728]
mid-main-area — [416, 504, 1153, 1058]
photo-caption: Η άνωτέρα ήγεσία τών άναπήρων καί θυμάτων πολέμου τής Ελλάδος, μέ έπικεφαλής τόν πρόεδρον Σπυρον έπεσκέφθη χθές τόν πρόεδρον τής κυβερνήσεως κ. Γ. Παπανδρέου καί διεβίβασε τά εύχαριστήρια τών άναπήρων. — [1178, 1275, 1539, 1304]
kicker: ΣΥΝΕΒΗ ΕΙΣ ΤΗΝ ΚΩΝΣΤΑΝΤΙΝΟΥΠΟΛΙΝ — [1235, 393, 1482, 408]
article-body: Είς όλην τήν χώραν θά ίσχύη ή ίδια τιμή τού ήλεκτρικού ρεύματος, κατά τάς άποφάσεις τής κυβερνήσεως. — [581, 1401, 739, 1427]
photo-image — [23, 1088, 399, 1441]
article-body: ΑΘΗΝΑΙ, 16.— Ο ύπουργός τών Εξωτερικών κ. Βενιζέλος έζήτησε μετά τού πρεσβευτού τής Τουρκίας το θέμα τής συλλήψεως τών τριών Ελλήνων άλιέων, οί όποίοι συνελήφθησαν ύπό τουρκικής περιπολίδος. Ο πρεσβευτής ύπεσχέθη νά μεταβιβάση τά αίτήματα. — [416, 793, 575, 855]
article-body: ΜΟΣΧΑ, 16.— Οί διηπειρωτικοί πύραυλοι τής Σοβιετικής Ενώσεως εύρίσκονται είς πλήρη έτοιμότητα. — [1365, 844, 1546, 870]
economy-columns — [416, 1297, 903, 1614]
